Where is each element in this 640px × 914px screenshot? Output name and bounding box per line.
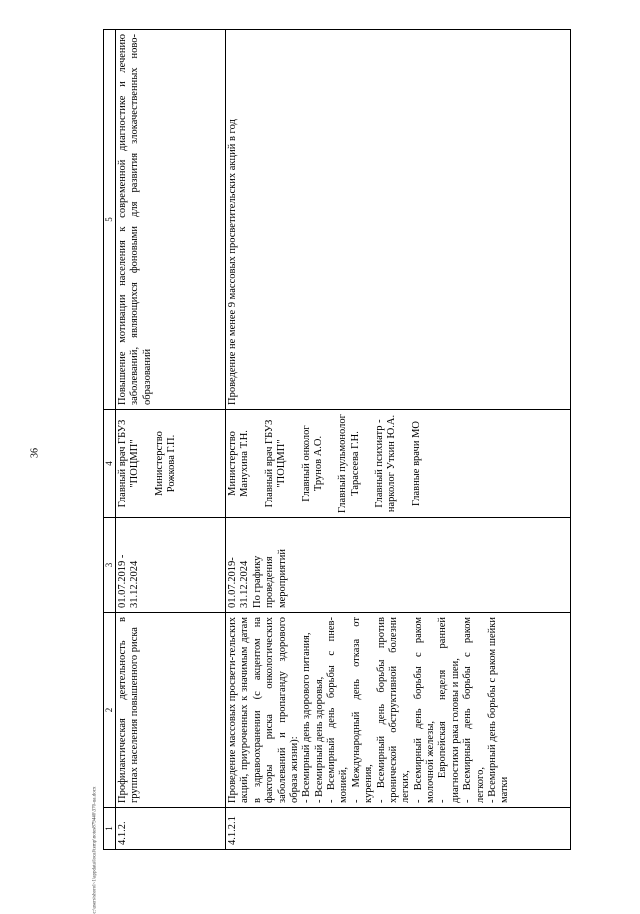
rotated-table-sheet	[103, 30, 573, 850]
responsible-line: Главный врач ГБУЗ "ПОЦМП"	[263, 419, 288, 508]
table-row	[226, 30, 571, 850]
responsible-line: Министерство Рожкова Г.П.	[153, 431, 178, 496]
responsible-line: Главный пульмонолог Тарасеева Г.Н.	[337, 414, 361, 513]
activity-line: Проведение массовых просвети-тельских акций, приуроченных к значимым датам в здравоохранении (с акцентом на факторы риска онкологических заболеваний и пропаганду здорового образа жизни):	[227, 617, 300, 803]
period-cell: 01.07.2019 - 31.12.2024	[116, 518, 226, 613]
activity-line: - Всемирный день борьбы с пнев-монией,	[326, 617, 350, 803]
activity-line: - Международный день отказа от курения,	[350, 617, 375, 803]
activity-line: - Всемирный день здорового питания,	[301, 632, 313, 803]
file-path-footer: c:\users\shorol~1\appdata\local\temp\notes879440\370-ua.docx	[92, 786, 98, 914]
responsible-line: Главный онколог Трунов А.О.	[300, 425, 324, 502]
table-row	[116, 30, 226, 850]
responsible-line: Главный врач ГБУЗ "ПОЦМП"	[117, 419, 141, 508]
header-cell-5: 5	[104, 30, 116, 410]
period-line: 01.07.2019-	[227, 557, 238, 608]
header-cell-2: 2	[104, 613, 116, 808]
row-number: 4.1.2.1	[226, 808, 571, 850]
activity-line: - Всемирный день борьбы с раком молочной железы,	[412, 617, 436, 803]
page-number: 36	[29, 447, 41, 458]
activity-plan-table	[103, 29, 571, 850]
period-line: По графику проведения мероприятий	[251, 549, 288, 608]
activity-line: - Всемирный день борьбы против хронической обструктивной болезни легких,	[375, 617, 412, 803]
activity-line: - Европейская неделя ранней диагностики рака головы и шеи,	[437, 617, 461, 803]
responsible-line: Министерство Манухина Т.Н.	[227, 430, 251, 497]
activity-line: - Всемирный день борьбы с раком шейки матки	[486, 617, 511, 803]
result-cell: Проведение не менее 9 массовых просветительских акций в год	[226, 30, 571, 410]
header-cell-3: 3	[104, 518, 116, 613]
period-line: 31.12.2024	[239, 560, 251, 608]
result-cell: Повышение мотивации населения к современной диагностике и лечению заболеваний, являющихся фоновыми для развития злокачественных ново-образований	[116, 30, 226, 410]
responsible-cell	[226, 410, 571, 518]
header-cell-4: 4	[104, 410, 116, 518]
activity-line: - Всемирный день борьбы с раком легкого,	[462, 617, 486, 803]
responsible-line: Главный психиатр - нарколог Уткин Ю.А.	[374, 414, 398, 513]
activity-cell: Профилактическая деятельность в группах населения повышенного риска	[116, 613, 226, 808]
table-header-row	[104, 30, 116, 850]
period-cell	[226, 518, 571, 613]
responsible-line: Главные врачи МО	[410, 421, 422, 506]
row-number: 4.1.2.	[116, 808, 226, 850]
activity-cell	[226, 613, 571, 808]
activity-line: - Всемирный день здоровья,	[313, 676, 325, 803]
header-cell-1: 1	[104, 808, 116, 850]
responsible-cell	[116, 410, 226, 518]
